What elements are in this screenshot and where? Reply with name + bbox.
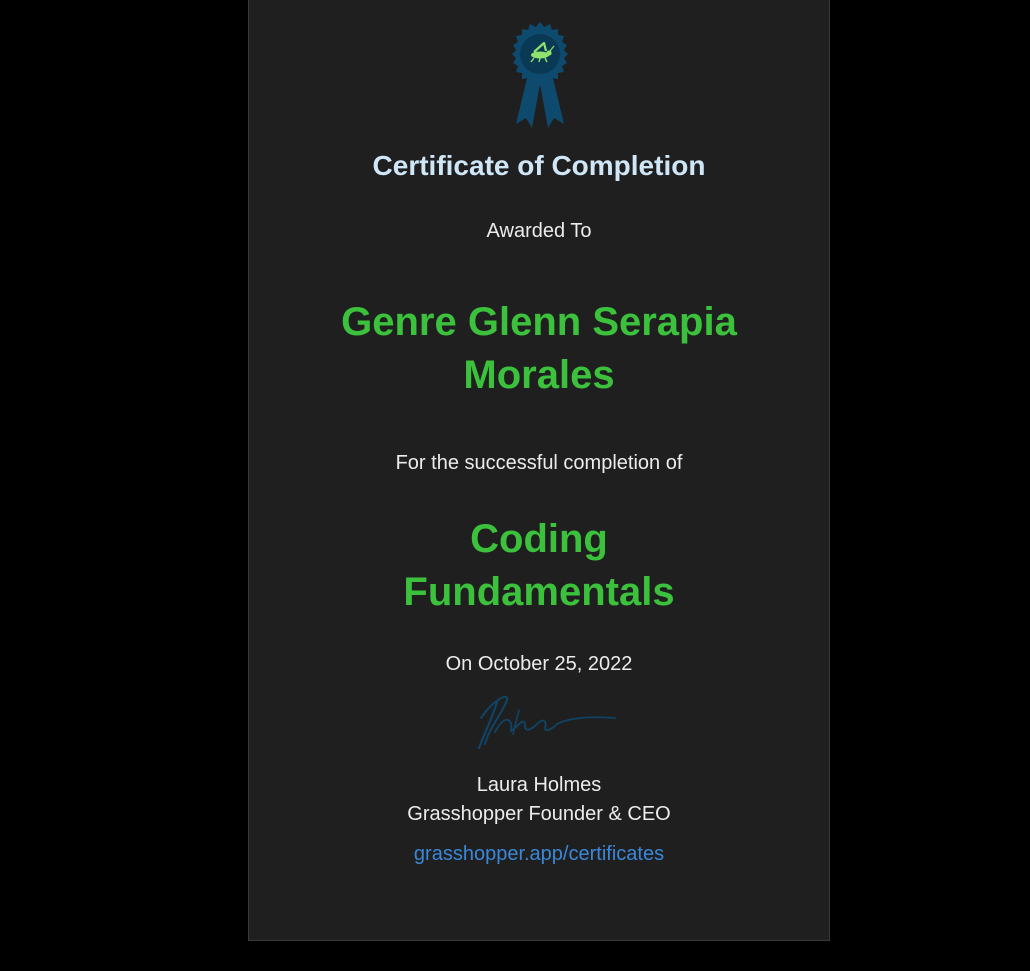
certificates-link[interactable]: grasshopper.app/certificates [413, 843, 665, 865]
course-name-line-1: Coding [470, 517, 608, 561]
certificate-title: Certificate of Completion [372, 150, 706, 181]
signer-title: Grasshopper Founder & CEO [407, 803, 671, 825]
awarded-to-label: Awarded To [486, 220, 592, 242]
signature-image [459, 688, 619, 754]
award-ribbon-icon [504, 22, 576, 130]
recipient-name [249, 296, 829, 402]
course-name-line-2: Fundamentals [403, 570, 675, 614]
signer-block [249, 771, 829, 829]
completion-date: On October 25, 2022 [445, 653, 633, 675]
course-name [249, 513, 829, 619]
certificate-card [248, 0, 830, 941]
ribbon-tail-right [540, 74, 564, 128]
completion-label: For the successful completion of [395, 452, 683, 474]
ribbon-tail-left [516, 74, 540, 128]
signer-name: Laura Holmes [476, 774, 602, 796]
recipient-name-line-1: Genre Glenn Serapia [341, 300, 737, 344]
recipient-name-line-2: Morales [463, 353, 615, 397]
